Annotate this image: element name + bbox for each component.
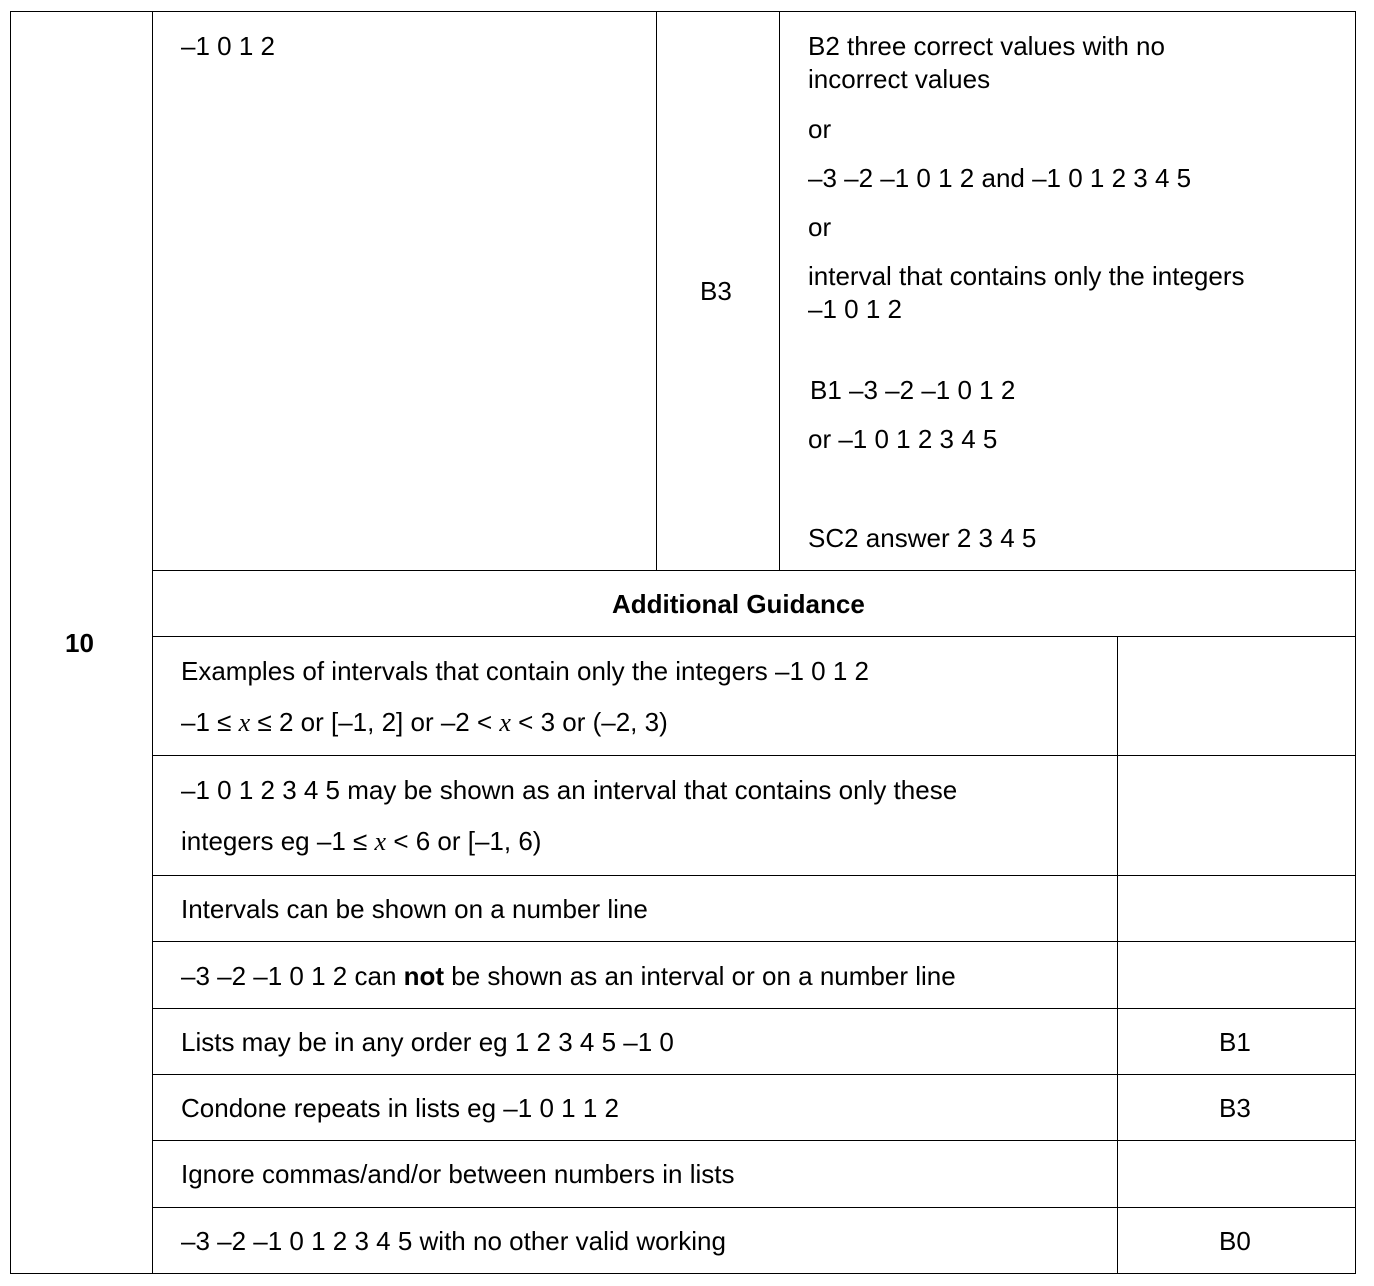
text-fragment: be shown as an interval or on a number line	[444, 961, 956, 991]
text-fragment: 6 or [–1, 6)	[408, 826, 542, 856]
guidance-row-8-text: –3 –2 –1 0 1 2 3 4 5 with no other valid working	[181, 1226, 726, 1256]
comment-b1-or-line: or –1 0 1 2 3 4 5	[808, 424, 998, 454]
text-fragment: 2 or [–1, 2] or –2	[271, 707, 477, 737]
guidance-row-divider-2	[152, 875, 1356, 876]
guidance-mark-column-divider	[1117, 636, 1118, 1274]
guidance-row-8-mark: B0	[1219, 1226, 1251, 1256]
text-fragment: 3 or (–2, 3)	[533, 707, 668, 737]
less-than-symbol: <	[476, 707, 493, 737]
guidance-row-6-mark: B3	[1219, 1093, 1251, 1123]
less-than-symbol: <	[393, 826, 409, 856]
comment-interval-line1: interval that contains only the integers	[808, 261, 1245, 291]
guidance-row-divider-4	[152, 1008, 1356, 1009]
variable-x: x	[238, 708, 251, 737]
guidance-row-divider-1	[152, 755, 1356, 756]
guidance-row-3-text: Intervals can be shown on a number line	[181, 894, 648, 924]
variable-x: x	[499, 708, 511, 737]
answer-row-bottom-border	[152, 570, 1356, 571]
answer-mark: B3	[700, 276, 732, 306]
text-fragment: integers eg –1	[181, 826, 354, 856]
leq-symbol: ≤	[217, 707, 232, 737]
comment-b1-line: B1 –3 –2 –1 0 1 2	[810, 375, 1016, 405]
mark-comments-divider	[779, 11, 780, 571]
guidance-row-divider-3	[152, 941, 1356, 942]
table-top-border	[10, 11, 1356, 12]
answer-text: –1 0 1 2	[181, 31, 275, 61]
question-column-divider	[152, 11, 153, 1274]
answer-mark-divider	[656, 11, 657, 571]
guidance-row-divider-5	[152, 1074, 1356, 1075]
table-left-border	[10, 11, 11, 1274]
guidance-row-divider-6	[152, 1140, 1356, 1141]
emphasis-not: not	[403, 961, 445, 991]
guidance-heading-bottom-border	[152, 636, 1356, 637]
comment-or-2: or	[808, 212, 832, 242]
guidance-row-6-text: Condone repeats in lists eg –1 0 1 1 2	[181, 1093, 619, 1123]
table-right-border	[1355, 11, 1356, 1274]
text-fragment	[367, 826, 374, 856]
text-fragment: –1	[181, 707, 218, 737]
comment-or-1: or	[808, 114, 832, 144]
guidance-row-4-text	[181, 963, 956, 989]
less-than-symbol: <	[518, 707, 534, 737]
guidance-row-7-text: Ignore commas/and/or between numbers in lists	[181, 1159, 735, 1189]
comment-sc2-line: SC2 answer 2 3 4 5	[808, 523, 1037, 553]
leq-symbol: ≤	[257, 707, 272, 737]
guidance-row-2-line2	[181, 828, 541, 855]
guidance-row-divider-7	[152, 1207, 1356, 1208]
guidance-heading: Additional Guidance	[612, 589, 865, 619]
variable-x: x	[374, 827, 387, 856]
guidance-row-5-mark: B1	[1219, 1027, 1251, 1057]
guidance-row-1-line1: Examples of intervals that contain only the integers –1 0 1 2	[181, 656, 869, 686]
question-number: 10	[65, 628, 94, 658]
guidance-row-5-text: Lists may be in any order eg 1 2 3 4 5 –1 0	[181, 1027, 674, 1057]
table-bottom-border	[10, 1273, 1356, 1274]
guidance-row-1-line2	[181, 709, 668, 736]
guidance-row-2-line1: –1 0 1 2 3 4 5 may be shown as an interval that contains only these	[181, 775, 958, 805]
comment-two-lists: –3 –2 –1 0 1 2 and –1 0 1 2 3 4 5	[808, 163, 1192, 193]
leq-symbol: ≤	[353, 826, 368, 856]
text-fragment	[231, 707, 238, 737]
comment-b2-line2: incorrect values	[808, 64, 991, 94]
comment-interval-line2: –1 0 1 2	[808, 294, 902, 324]
text-fragment: –3 –2 –1 0 1 2 can	[181, 961, 404, 991]
comment-b2-line1: B2 three correct values with no	[808, 31, 1165, 61]
